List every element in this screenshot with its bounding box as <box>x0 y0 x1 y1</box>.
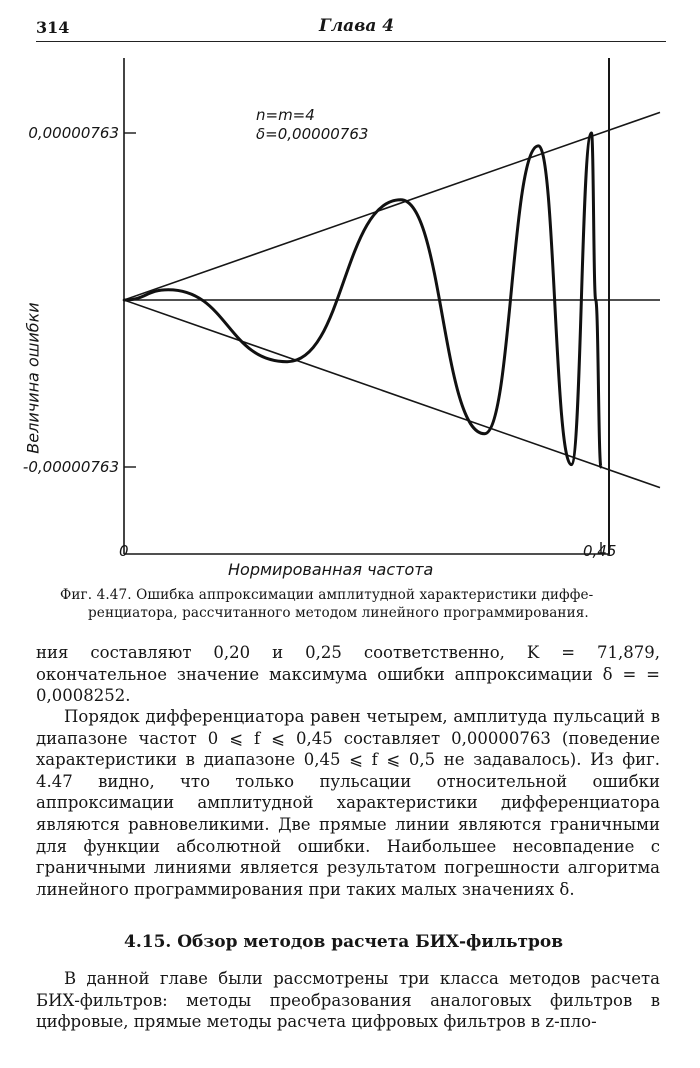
paragraph-1: ния составляют 0,20 и 0,25 соответственно, K = 71,879, окончательное значение максимума ошибки аппроксимации δ = = 0,0008252. <box>36 643 660 706</box>
paragraph-2: Порядок дифференциатора равен четырем, амплитуда пульсаций в диапазоне частот 0 ⩽ f ⩽ 0,45 составляет 0,00000763 (поведение характеристики в диапазоне 0,45 ⩽ f ⩽ 0,5 не задавалось). Из фиг. 4.47 видно, что только пульсации относительной ошибки аппроксимации амплитудной характеристики дифференциатора являются равновеликими. Две прямые линии являются граничными для функции абсолютной ошибки. Наибольшее несовпадение с граничными линиями является результатом погрешности алгоритма линейного программирования при таких малых значениях δ. <box>36 707 660 899</box>
error-point-6 <box>570 463 573 466</box>
caption-line-2: ренциатора, рассчитанного методом линейного программирования. <box>88 605 589 621</box>
error-point-7 <box>590 132 593 135</box>
y-tick-label-bottom: -0,00000763 <box>22 458 119 476</box>
paragraph-3: В данной главе были рассмотрены три класса методов расчета БИХ-фильтров: методы преобразования аналоговых фильтров в цифровые, прямые методы расчета цифровых фильтров в z-пло- <box>36 969 660 1032</box>
y-axis-title: Величина ошибки <box>23 302 43 454</box>
error-point-9 <box>600 466 603 469</box>
y-tick-label-top: 0,00000763 <box>28 124 119 142</box>
caption-line-1: Фиг. 4.47. Ошибка аппроксимации амплитудной характеристики диффе- <box>60 587 594 603</box>
x-axis-title: Нормированная частота <box>228 560 434 579</box>
page-header <box>36 16 666 44</box>
upper-bound-line <box>124 112 660 300</box>
error-point-0 <box>123 299 126 302</box>
error-point-5 <box>537 145 540 148</box>
error-point-3 <box>399 198 402 201</box>
chapter-title: Глава 4 <box>319 16 395 36</box>
figure-caption <box>60 586 660 622</box>
header-rule <box>36 41 666 42</box>
error-point-4 <box>483 432 486 435</box>
error-point-8 <box>594 299 597 302</box>
annotation-params: n=m=4 <box>256 106 315 124</box>
x-tick-label-end: 0,45 <box>583 542 617 560</box>
error-point-2 <box>286 360 289 363</box>
x-tick-label-zero: 0 <box>119 542 129 560</box>
error-point-1 <box>167 288 170 291</box>
figure-4-47 <box>0 48 700 588</box>
section-heading: 4.15. Обзор методов расчета БИХ-фильтров <box>124 932 564 952</box>
annotation-delta: δ=0,00000763 <box>256 125 369 143</box>
page-number: 314 <box>36 18 70 37</box>
